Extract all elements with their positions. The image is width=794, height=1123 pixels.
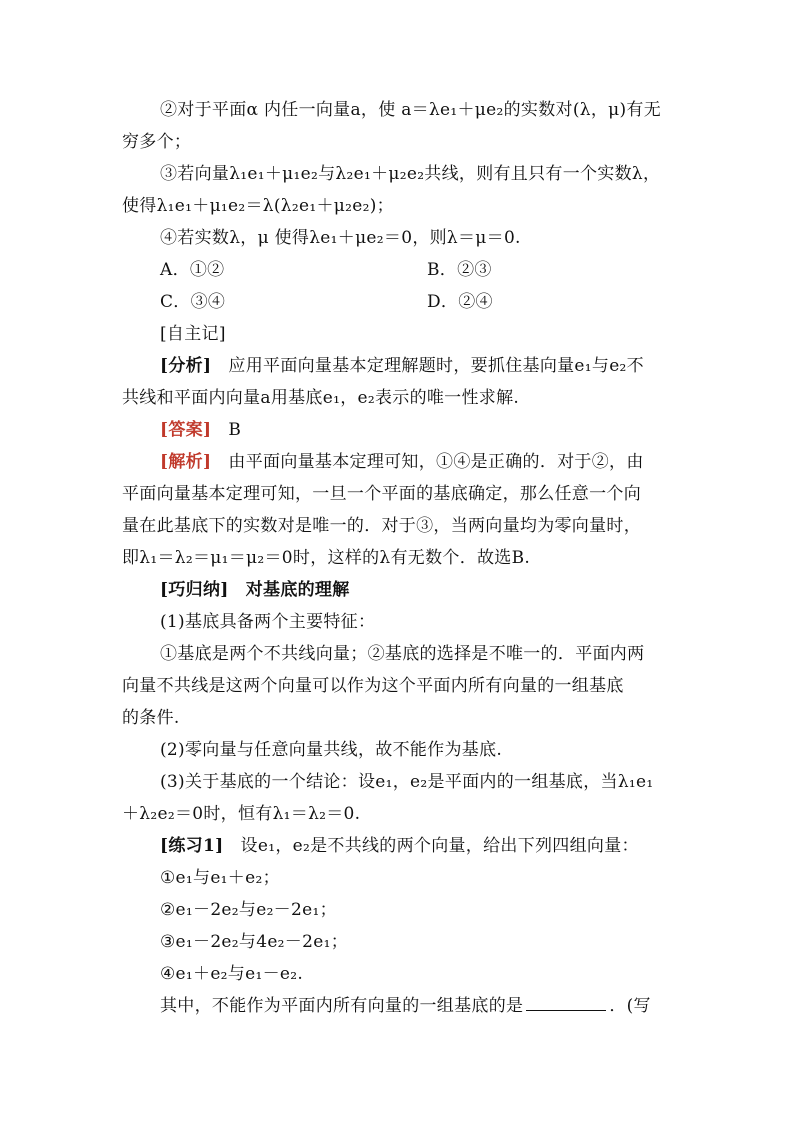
- summary-point-2: (2)零向量与任意向量共线，故不能作为基底.: [160, 740, 503, 760]
- exercise-question-tail: ．(写: [609, 996, 651, 1016]
- summary-point-1-line-1: ①基底是两个不共线向量；②基底的选择是不唯一的．平面内两: [160, 644, 645, 664]
- exercise-question: [160, 995, 651, 1017]
- summary-heading: [160, 579, 350, 601]
- exercise-question-text: 其中，不能作为平面内所有向量的一组基底的是: [160, 996, 524, 1016]
- exercise-group-4: ④e₁＋e₂与e₁－e₂.: [160, 964, 304, 984]
- exercise-group-3: ③e₁－2e₂与4e₂－2e₁；: [160, 932, 348, 952]
- answer-value: B: [228, 420, 242, 440]
- item-4: ④若实数λ，μ 使得λe₁＋μe₂＝0，则λ＝μ＝0.: [160, 228, 521, 248]
- explanation-line-2: 平面向量基本定理可知，一旦一个平面的基底确定，那么任意一个向: [122, 484, 641, 504]
- exercise-group-1: ①e₁与e₁＋e₂；: [160, 868, 280, 888]
- answer-blank[interactable]: [526, 996, 606, 1011]
- option-c: C．③④: [160, 292, 226, 312]
- summary-point-3-line-1: (3)关于基底的一个结论：设e₁，e₂是平面内的一组基底，当λ₁e₁: [160, 772, 654, 792]
- answer-line: [160, 419, 241, 441]
- summary-point-1-line-3: 的条件.: [122, 708, 180, 728]
- summary-title: 对基底的理解: [245, 580, 350, 600]
- exercise-group-2: ②e₁－2e₂与e₂－2e₁；: [160, 900, 337, 920]
- analysis-tag: [分析]: [160, 356, 212, 376]
- option-b: B．②③: [427, 260, 492, 280]
- summary-point-1: (1)基底具备两个主要特征：: [160, 612, 376, 632]
- item-2-continuation: 穷多个；: [122, 132, 192, 152]
- exercise-tag: [练习1]: [160, 836, 224, 856]
- analysis-line-1: [160, 355, 644, 377]
- explanation-tag: [解析]: [160, 452, 212, 472]
- option-a: A．①②: [160, 260, 225, 280]
- item-2: ②对于平面α 内任一向量a，使 a＝λe₁＋μe₂的实数对(λ，μ)有无: [160, 100, 662, 120]
- analysis-text-1: 应用平面向量基本定理解题时，要抓住基向量e₁与e₂不: [228, 356, 644, 376]
- exercise-intro-line: [160, 835, 639, 857]
- explanation-line-1: [160, 451, 644, 473]
- summary-point-3-line-2: ＋λ₂e₂＝0时，恒有λ₁＝λ₂＝0.: [122, 804, 361, 824]
- explanation-line-3: 量在此基底下的实数对是唯一的．对于③，当两向量均为零向量时，: [122, 516, 641, 536]
- summary-point-1-line-2: 向量不共线是这两个向量可以作为这个平面内所有向量的一组基底: [122, 676, 624, 696]
- explanation-text-1: 由平面向量基本定理可知，①④是正确的．对于②，由: [228, 452, 644, 472]
- item-3-continuation: 使得λ₁e₁＋μ₁e₂＝λ(λ₂e₁＋μ₂e₂)；: [122, 196, 394, 216]
- answer-tag: [答案]: [160, 420, 212, 440]
- analysis-line-2: 共线和平面内向量a用基底e₁，e₂表示的唯一性求解.: [122, 388, 520, 408]
- self-note-label: [自主记]: [160, 324, 226, 344]
- option-d: D．②④: [427, 292, 493, 312]
- item-3: ③若向量λ₁e₁＋μ₁e₂与λ₂e₁＋μ₂e₂共线，则有且只有一个实数λ，: [160, 164, 661, 184]
- exercise-intro: 设e₁，e₂是不共线的两个向量，给出下列四组向量：: [240, 836, 639, 856]
- summary-tag: [巧归纳]: [160, 580, 229, 600]
- explanation-line-4: 即λ₁＝λ₂＝μ₁＝μ₂＝0时，这样的λ有无数个．故选B.: [122, 548, 531, 568]
